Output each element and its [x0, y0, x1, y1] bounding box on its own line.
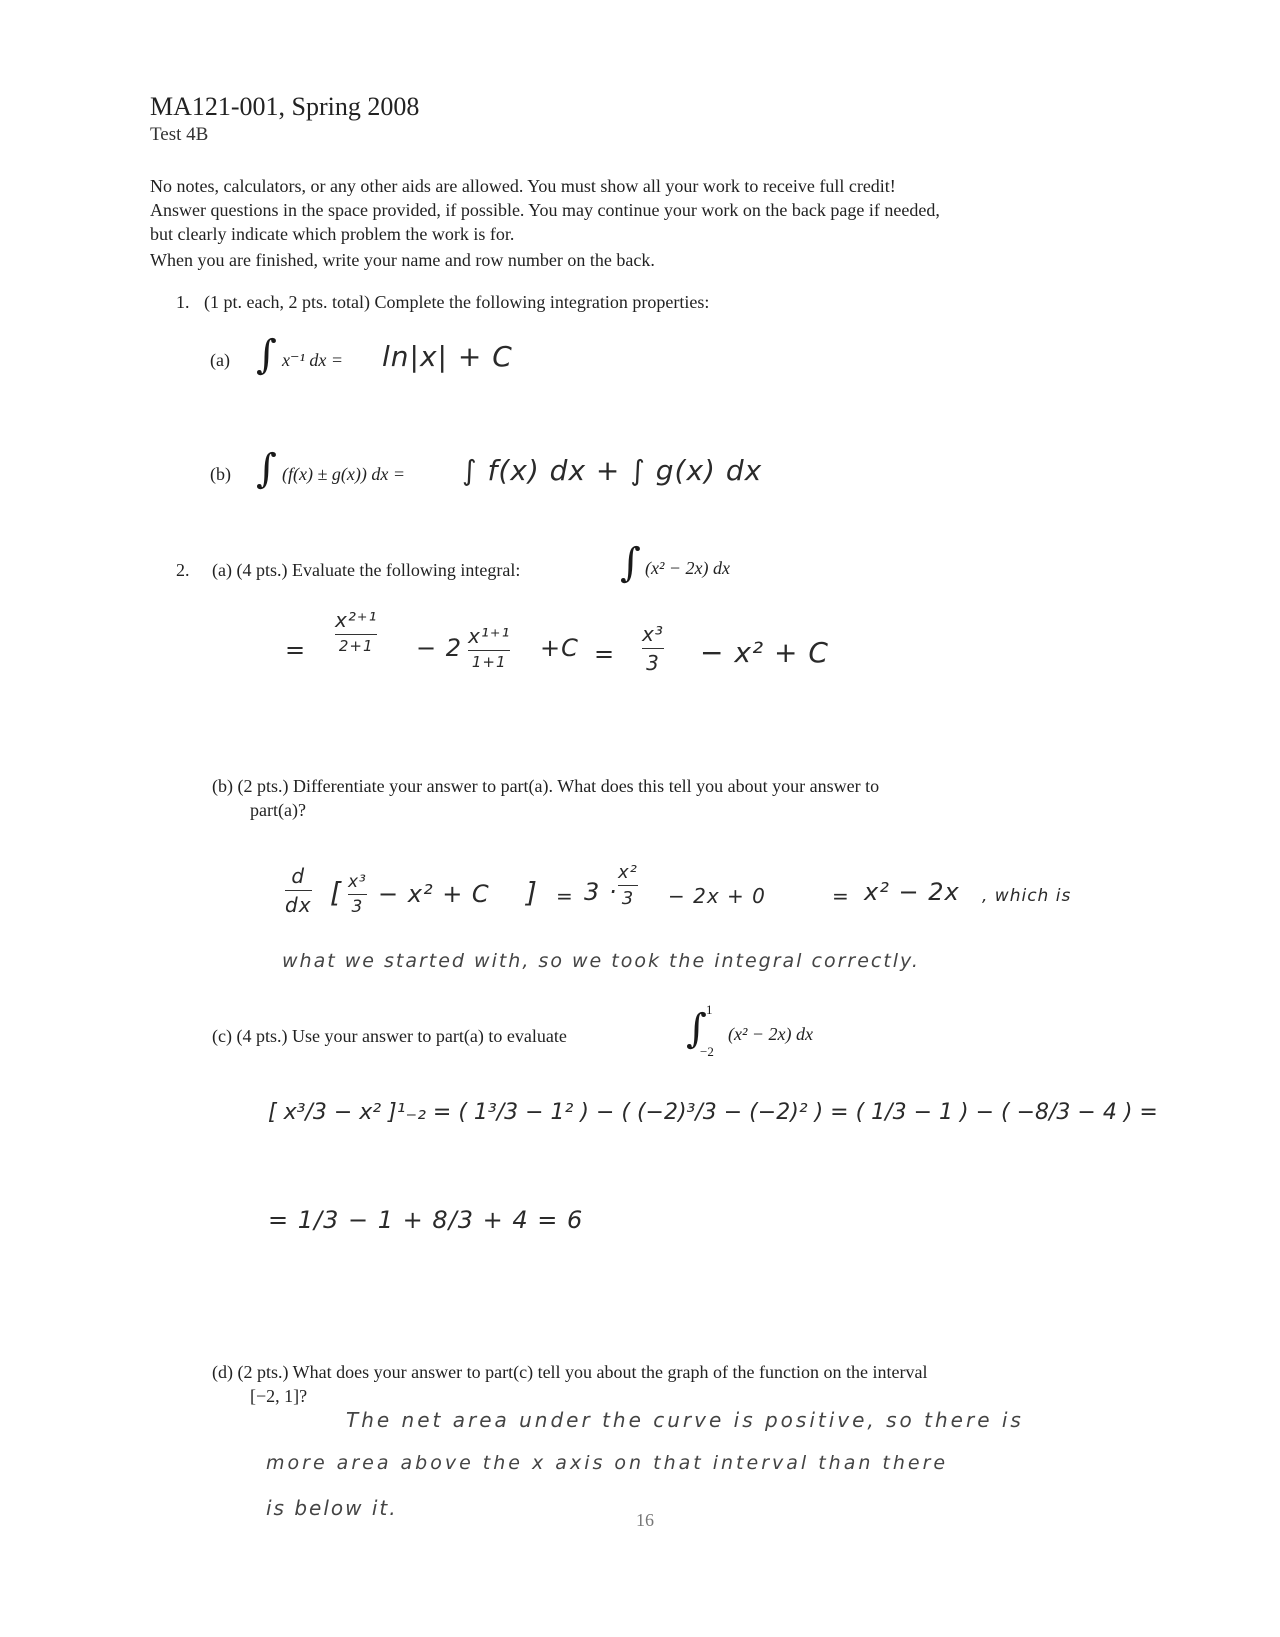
q2a-term2-den: 1+1 [471, 653, 507, 671]
q2b-rest: − 2x + 0 [668, 884, 766, 908]
q2d-answer-line-1: The net area under the curve is positive, so there is [346, 1408, 1024, 1432]
q2c-lower-limit: −2 [700, 1044, 714, 1059]
q2b-eq1: = [556, 884, 574, 908]
q2c-work-line-1: [ x³/3 − x² ]¹₋₂ = ( 1³/3 − 1² ) − ( (−2)³/3 − (−2)² ) = ( 1/3 − 1 ) − ( −8/3 − 4 ) = [268, 1100, 1158, 1125]
q1b-answer: ∫ f(x) dx + ∫ g(x) dx [462, 454, 763, 487]
q2b-ddx-num: d [291, 864, 306, 888]
q2-number: 2. [176, 560, 190, 580]
q1a-label: (a) [210, 350, 230, 370]
q2d-answer-line-3: is below it. [266, 1496, 398, 1520]
q2a-plus-c: +C [540, 634, 579, 662]
q2a-term1-num: x²⁺¹ [335, 608, 378, 632]
q2c-upper-limit: 1 [706, 1002, 713, 1017]
q1-prompt: (1 pt. each, 2 pts. total) Complete the following integration properties: [204, 292, 710, 312]
fraction-bar [348, 894, 367, 895]
q2a-term1 [335, 608, 377, 655]
q2b-which-is: , which is [982, 886, 1072, 906]
q2a-term2-coef: − 2 [416, 634, 463, 662]
fraction-bar [642, 648, 664, 649]
q2d-prompt-2: [−2, 1]? [250, 1386, 308, 1406]
q2c-work-line-2: = 1/3 − 1 + 8/3 + 4 = 6 [268, 1206, 584, 1234]
q2a-term2-num: x¹⁺¹ [468, 624, 511, 648]
q2b-term-num: x² [618, 862, 638, 883]
q2a-result-den: 3 [646, 651, 660, 675]
instructions-line-3: but clearly indicate which problem the work is for. [150, 224, 515, 244]
q2a-integrand: (x² − 2x) dx [645, 558, 730, 578]
integral-sign-icon: ∫ [686, 1006, 707, 1052]
fraction-bar [618, 885, 638, 886]
q1-number: 1. [176, 292, 190, 312]
q2a-prompt: (a) (4 pts.) Evaluate the following integral: [212, 560, 521, 580]
q2a-eq: = [285, 636, 307, 664]
instructions-line-1: No notes, calculators, or any other aids are allowed. You must show all your work to receive full credit! [150, 176, 896, 196]
q2b-inner-num: x³ [348, 872, 367, 892]
q2a-result-frac [642, 622, 664, 675]
fraction-bar [468, 650, 510, 651]
integral-sign-icon: ∫ [620, 540, 641, 586]
q2b-term-frac [618, 862, 638, 909]
fraction-bar [285, 890, 312, 891]
q2a-approx: = [594, 640, 616, 668]
q2b-term-den: 3 [621, 888, 635, 909]
q2b-inner-frac [348, 872, 367, 917]
q2b-prompt-2: part(a)? [250, 800, 306, 820]
q2c-integrand: (x² − 2x) dx [728, 1024, 813, 1044]
q2d-answer-line-2: more area above the x axis on that interval than there [266, 1452, 949, 1474]
q2b-prompt-1: (b) (2 pts.) Differentiate your answer to part(a). What does this tell you about your answer to [212, 776, 880, 796]
q2a-term1-den: 2+1 [338, 637, 374, 655]
test-title: Test 4B [150, 124, 209, 145]
q2b-eq2: = [832, 884, 850, 908]
instructions-line-4: When you are finished, write your name and row number on the back. [150, 250, 655, 270]
integral-sign-icon: ∫ [256, 332, 277, 378]
q2a-term2 [468, 624, 510, 671]
q2a-result-num: x³ [642, 622, 664, 646]
q2b-inner-rest: − x² + C [378, 880, 490, 908]
q1a-answer: ln|x| + C [382, 340, 513, 373]
q2b-inner-den: 3 [351, 897, 364, 917]
q1b-integrand: (f(x) ± g(x)) dx = [282, 464, 405, 484]
q1b-label: (b) [210, 464, 231, 484]
integral-sign-icon: ∫ [256, 446, 277, 492]
q2b-bracket-close: ] [526, 876, 538, 909]
page-number: 16 [636, 1510, 654, 1530]
q1a-integrand: x⁻¹ dx = [282, 350, 344, 370]
instructions-line-2: Answer questions in the space provided, if possible. You may continue your work on the back page if needed, [150, 200, 940, 220]
q2b-term-coef: 3 · [584, 878, 618, 906]
q2a-result-rest: − x² + C [700, 636, 829, 669]
q2b-ddx [285, 864, 312, 917]
fraction-bar [335, 634, 377, 635]
q2b-bracket-open: [ [330, 876, 342, 909]
q2b-ddx-den: dx [285, 893, 312, 917]
q2d-prompt-1: (d) (2 pts.) What does your answer to part(c) tell you about the graph of the function on the interval [212, 1362, 928, 1382]
q2c-prompt: (c) (4 pts.) Use your answer to part(a) to evaluate [212, 1026, 567, 1046]
q2b-result: x² − 2x [864, 878, 960, 906]
q2b-conclusion: what we started with, so we took the integral correctly. [282, 950, 920, 972]
course-title: MA121-001, Spring 2008 [150, 92, 420, 121]
